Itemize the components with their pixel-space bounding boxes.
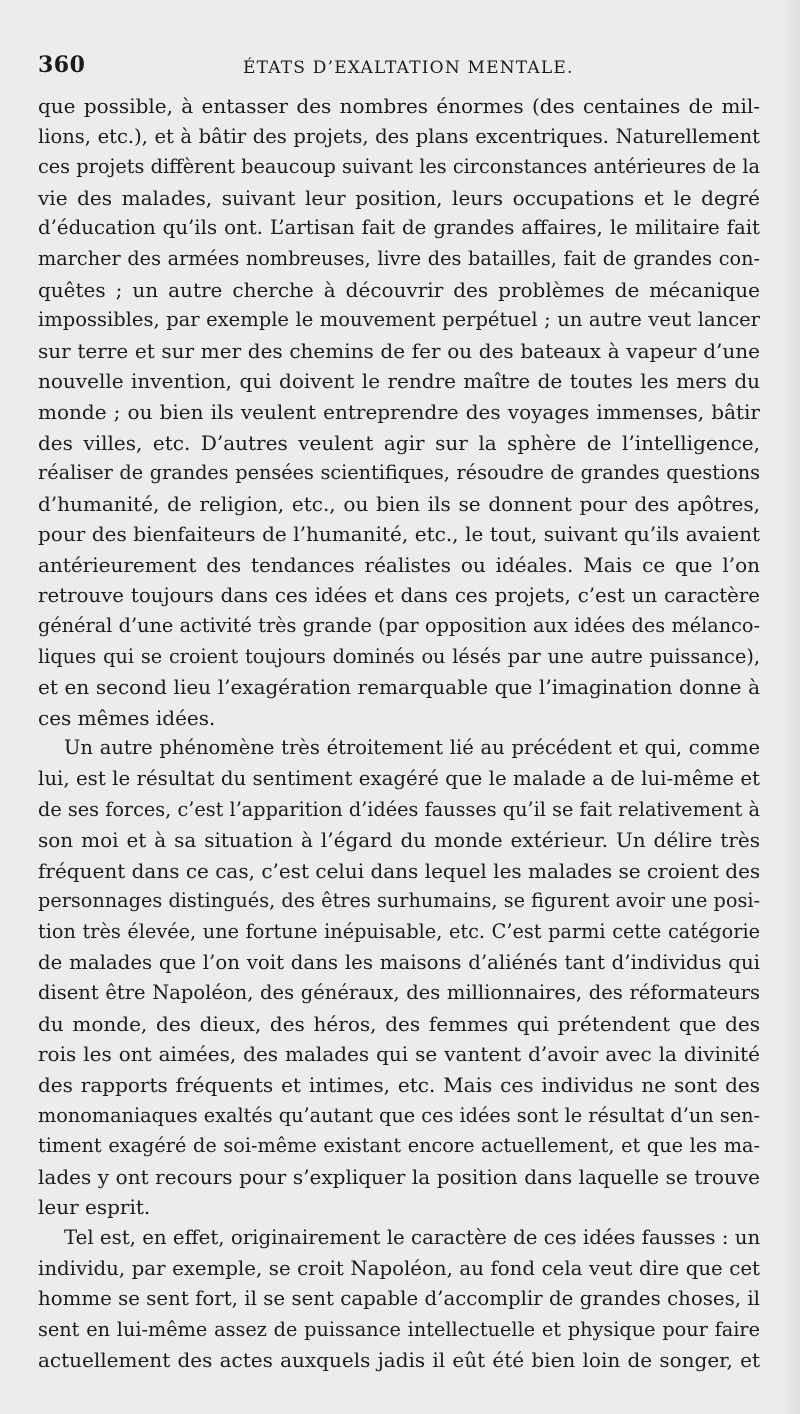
- text-line: des villes, etc. D’autres veulent agir sur la sphère de l’intelligence,: [38, 430, 760, 455]
- text-line: quêtes ; un autre cherche à découvrir des problèmes de mécanique: [38, 277, 760, 302]
- text-line: individu, par exemple, se croit Napoléon, au fond cela veut dire que cet: [38, 1256, 760, 1280]
- text-line: sur terre et sur mer des chemins de fer ou des bateaux à vapeur d’une: [38, 338, 760, 363]
- text-line: tion très élevée, une fortune inépuisable, etc. C’est parmi cette catégorie: [38, 920, 760, 944]
- text-line: actuellement des actes auxquels jadis il eût été bien loin de songer, et: [38, 1348, 760, 1373]
- text-line: disent être Napoléon, des généraux, des millionnaires, des réformateurs: [38, 981, 760, 1005]
- text-line: personnages distingués, des êtres surhumains, se figurent avoir une posi-: [38, 889, 760, 913]
- page-header: [38, 52, 758, 82]
- text-line: sent en lui-même assez de puissance intellectuelle et physique pour faire: [38, 1317, 760, 1341]
- text-line: des rapports fréquents et intimes, etc. Mais ces individus ne sont des: [38, 1073, 760, 1097]
- text-line: du monde, des dieux, des héros, des femmes qui prétendent que des: [38, 1011, 760, 1036]
- text-line: que possible, à entasser des nombres énormes (des centaines de mil-: [38, 94, 760, 118]
- text-line: général d’une activité très grande (par opposition aux idées des mélanco-: [38, 614, 760, 638]
- text-line: d’éducation qu’ils ont. L’artisan fait de grandes affaires, le militaire fait: [38, 216, 760, 240]
- page-number: 360: [38, 52, 86, 78]
- text-line: retrouve toujours dans ces idées et dans ces projets, c’est un caractère: [38, 583, 760, 607]
- text-line: lades y ont recours pour s’expliquer la position dans laquelle se trouve: [38, 1164, 760, 1189]
- text-line: antérieurement des tendances réalistes ou idéales. Mais ce que l’on: [38, 552, 760, 577]
- text-line: de ses forces, c’est l’apparition d’idées fausses qu’il se fait relativement à: [38, 797, 760, 821]
- paragraph-start-line: Un autre phénomène très étroitement lié au précédent et qui, comme: [64, 736, 760, 760]
- paragraph-end-line: ces mêmes idées.: [38, 705, 216, 730]
- text-line: d’humanité, de religion, etc., ou bien ils se donnent pour des apôtres,: [38, 491, 760, 516]
- text-line: nouvelle invention, qui doivent le rendre maître de toutes les mers du: [38, 369, 760, 394]
- paragraph-start-line: Tel est, en effet, originairement le caractère de ces idées fausses : un: [64, 1225, 760, 1249]
- text-line: impossibles, par exemple le mouvement perpétuel ; un autre veut lancer: [38, 308, 760, 332]
- text-line: réaliser de grandes pensées scientifiques, résoudre de grandes questions: [38, 461, 760, 485]
- text-line: marcher des armées nombreuses, livre des batailles, fait de grandes con-: [38, 246, 760, 270]
- text-line: ces projets diffèrent beaucoup suivant les circonstances antérieures de la: [38, 155, 760, 179]
- text-line: de malades que l’on voit dans les maisons d’aliénés tant d’individus qui: [38, 950, 760, 974]
- text-line: son moi et à sa situation à l’égard du monde extérieur. Un délire très: [38, 828, 760, 853]
- page-edge-shadow: [782, 0, 800, 1414]
- running-title: ÉTATS D’EXALTATION MENTALE.: [243, 58, 574, 78]
- text-line: homme se sent fort, il se sent capable d’accomplir de grandes choses, il: [38, 1287, 760, 1311]
- text-line: pour des bienfaiteurs de l’humanité, etc., le tout, suivant qu’ils avaient: [38, 522, 760, 547]
- text-line: vie des malades, suivant leur position, leurs occupations et le degré: [38, 185, 760, 210]
- text-line: lions, etc.), et à bâtir des projets, des plans excentriques. Naturellement: [38, 124, 760, 148]
- text-line: et en second lieu l’exagération remarquable que l’imagination donne à: [38, 675, 760, 700]
- text-line: monomaniaques exaltés qu’autant que ces idées sont le résultat d’un sen-: [38, 1103, 760, 1127]
- paragraph-end-line: leur esprit.: [38, 1195, 151, 1220]
- text-line: monde ; ou bien ils veulent entreprendre des voyages immenses, bâtir: [38, 399, 760, 424]
- text-line: liques qui se croient toujours dominés ou lésés par une autre puissance),: [38, 644, 760, 668]
- text-line: lui, est le résultat du sentiment exagéré que le malade a de lui-même et: [38, 767, 760, 791]
- body-text: [38, 91, 760, 1376]
- text-line: timent exagéré de soi-même existant encore actuellement, et que les ma-: [38, 1134, 760, 1158]
- text-line: rois les ont aimées, des malades qui se vantent d’avoir avec la divinité: [38, 1042, 760, 1067]
- text-line: fréquent dans ce cas, c’est celui dans lequel les malades se croient des: [38, 858, 760, 883]
